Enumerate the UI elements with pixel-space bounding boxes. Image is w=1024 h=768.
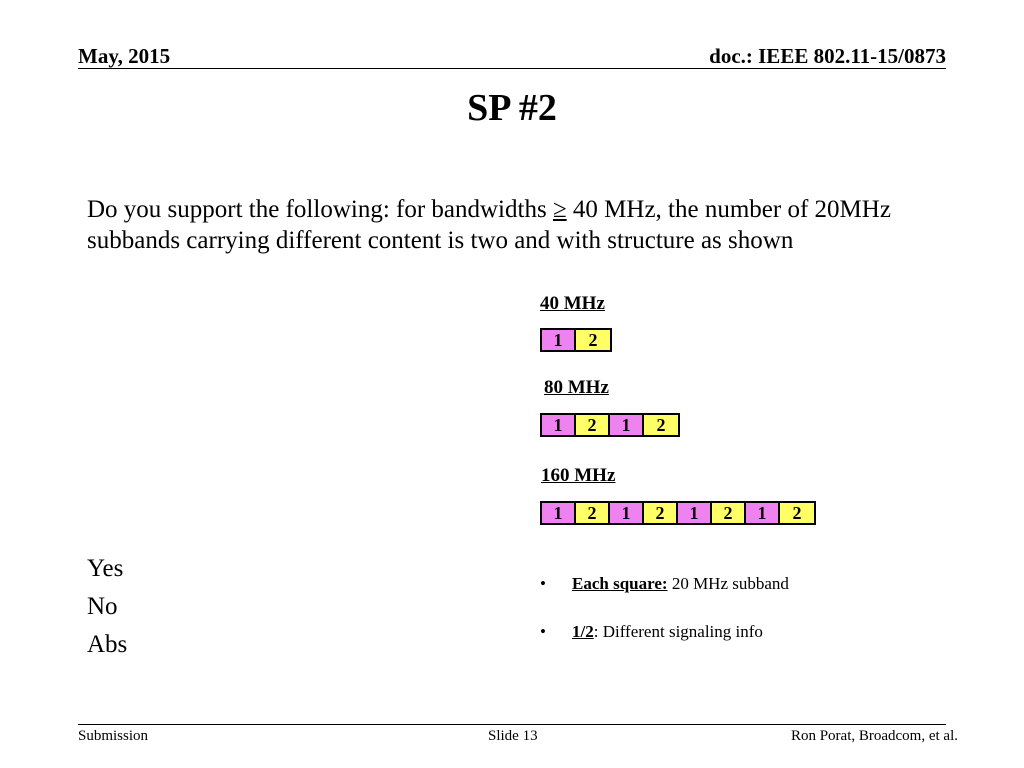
- footer-submission: Submission: [78, 728, 149, 744]
- legend-term: Each square:: [572, 574, 668, 593]
- subband-cell: 1: [542, 503, 576, 523]
- subband-cell: 2: [644, 415, 678, 435]
- subband-cell: 1: [542, 330, 576, 350]
- question-after: 40 MHz, the number of 20MHz subbands carrying different content is two and with structure as shown: [87, 196, 891, 254]
- subband-strip-160: [540, 501, 816, 525]
- vote-option-no: No: [87, 593, 118, 620]
- legend-term: 1/2: [572, 622, 594, 641]
- bw-label-40: 40 MHz: [540, 293, 605, 314]
- subband-cell: 1: [746, 503, 780, 523]
- bullet-icon: •: [540, 622, 546, 641]
- subband-cell: 1: [610, 503, 644, 523]
- question-text: [87, 194, 937, 256]
- bullet-icon: •: [540, 574, 546, 593]
- subband-cell: 2: [712, 503, 746, 523]
- header-date: May, 2015: [78, 44, 171, 68]
- subband-cell: 2: [780, 503, 814, 523]
- header-rule: [78, 68, 946, 69]
- question-before: Do you support the following: for bandwidths: [87, 196, 553, 223]
- header-doc-id: doc.: IEEE 802.11-15/0873: [709, 44, 946, 68]
- subband-cell: 1: [542, 415, 576, 435]
- legend-desc: : Different signaling info: [593, 622, 763, 641]
- vote-option-abs: Abs: [87, 631, 128, 658]
- subband-cell: 1: [678, 503, 712, 523]
- subband-cell: 1: [610, 415, 644, 435]
- footer-author: Ron Porat, Broadcom, et al.: [790, 728, 958, 744]
- legend-item-signaling: [540, 622, 763, 642]
- slide-title: SP #2: [467, 87, 557, 129]
- question-symbol: ≥: [552, 196, 567, 223]
- subband-cell: 2: [576, 503, 610, 523]
- bw-label-80: 80 MHz: [544, 377, 609, 398]
- bw-label-160: 160 MHz: [541, 465, 616, 486]
- subband-strip-80: [540, 413, 680, 437]
- legend-desc: 20 MHz subband: [667, 574, 789, 593]
- vote-option-yes: Yes: [87, 555, 124, 582]
- legend-item-square: [540, 574, 789, 594]
- footer-rule: [78, 724, 946, 725]
- subband-cell: 2: [576, 330, 610, 350]
- subband-cell: 2: [576, 415, 610, 435]
- subband-cell: 2: [644, 503, 678, 523]
- footer-slide-number: Slide 13: [488, 728, 538, 744]
- subband-strip-40: [540, 328, 612, 352]
